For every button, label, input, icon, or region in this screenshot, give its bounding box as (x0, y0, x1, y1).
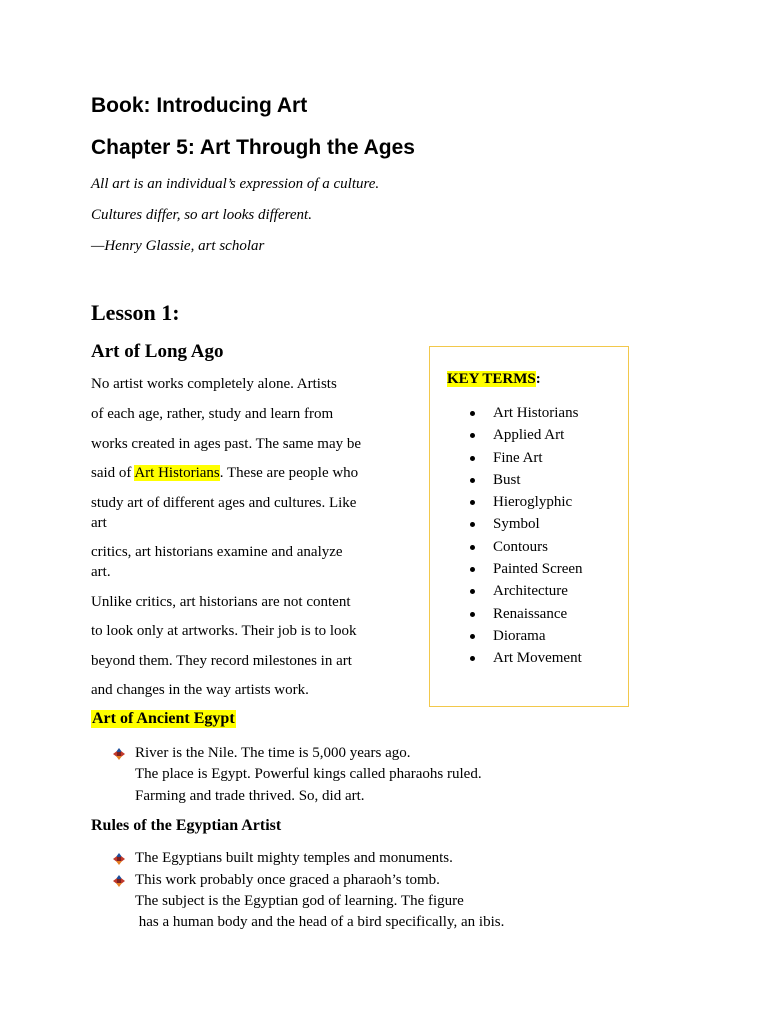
bullet-text: has a human body and the head of a bird specifically, an ibis. (135, 914, 505, 930)
key-term-item: Hieroglyphic (470, 491, 583, 513)
paragraph-line: study art of different ages and cultures. Like (91, 495, 357, 511)
book-title: Book: Introducing Art (91, 94, 308, 117)
bullet-dot-icon (470, 478, 475, 483)
bullet-text: Farming and trade thrived. So, did art. (135, 788, 365, 804)
bullet-text: The place is Egypt. Powerful kings called pharaohs ruled. (135, 766, 482, 782)
four-arrow-icon (113, 875, 125, 887)
key-term-item: Bust (470, 469, 583, 491)
paragraph-line: critics, art historians examine and analyze (91, 544, 343, 560)
bullet-dot-icon (470, 634, 475, 639)
bullet-dot-icon (470, 500, 475, 505)
paragraph-line: No artist works completely alone. Artists (91, 376, 337, 392)
bullet-text: The Egyptians built mighty temples and monuments. (135, 850, 453, 866)
paragraph-line: said of Art Historians. These are people who (91, 465, 359, 481)
paragraph-line: art. (91, 564, 111, 580)
key-term-item: Renaissance (470, 603, 583, 625)
chapter-title: Chapter 5: Art Through the Ages (91, 136, 415, 159)
quote-attribution: —Henry Glassie, art scholar (91, 238, 265, 254)
bullet-dot-icon (470, 545, 475, 550)
paragraph-line: art (91, 515, 107, 531)
bullet-dot-icon (470, 456, 475, 461)
bullet-dot-icon (470, 411, 475, 416)
key-term-item: Art Movement (470, 647, 583, 669)
key-terms-list (470, 402, 583, 670)
bullet-dot-icon (470, 656, 475, 661)
bullet-dot-icon (470, 433, 475, 438)
lesson-subtitle: Art of Long Ago (91, 341, 224, 362)
section-heading-egypt: Art of Ancient Egypt (92, 710, 235, 727)
key-term-item: Art Historians (470, 402, 583, 424)
lesson-title: Lesson 1: (91, 300, 180, 325)
paragraph-line: and changes in the way artists work. (91, 682, 309, 698)
quote-line-2: Cultures differ, so art looks different. (91, 207, 312, 223)
bullet-dot-icon (470, 589, 475, 594)
key-term-item: Fine Art (470, 447, 583, 469)
quote-line-1: All art is an individual’s expression of a culture. (91, 176, 380, 192)
paragraph-line: beyond them. They record milestones in art (91, 653, 352, 669)
key-term-item: Symbol (470, 513, 583, 535)
four-arrow-icon (113, 748, 125, 760)
bullet-dot-icon (470, 522, 475, 527)
paragraph-line: works created in ages past. The same may be (91, 436, 362, 452)
paragraph-line: to look only at artworks. Their job is to look (91, 623, 357, 639)
paragraph-line: Unlike critics, art historians are not content (91, 594, 351, 610)
paragraph-line: of each age, rather, study and learn from (91, 406, 334, 422)
key-term-item: Painted Screen (470, 558, 583, 580)
bullet-text: River is the Nile. The time is 5,000 years ago. (135, 745, 411, 761)
bullet-dot-icon (470, 567, 475, 572)
section-heading-rules: Rules of the Egyptian Artist (91, 817, 282, 834)
key-term-item: Architecture (470, 580, 583, 602)
highlighted-term: Art Historians (134, 465, 220, 481)
key-term-item: Diorama (470, 625, 583, 647)
bullet-dot-icon (470, 612, 475, 617)
bullet-text: The subject is the Egyptian god of learning. The figure (135, 893, 464, 909)
bullet-text: This work probably once graced a pharaoh’s tomb. (135, 872, 440, 888)
key-term-item: Contours (470, 536, 583, 558)
key-term-item: Applied Art (470, 424, 583, 446)
key-terms-title: KEY TERMS: (447, 371, 541, 387)
four-arrow-icon (113, 853, 125, 865)
